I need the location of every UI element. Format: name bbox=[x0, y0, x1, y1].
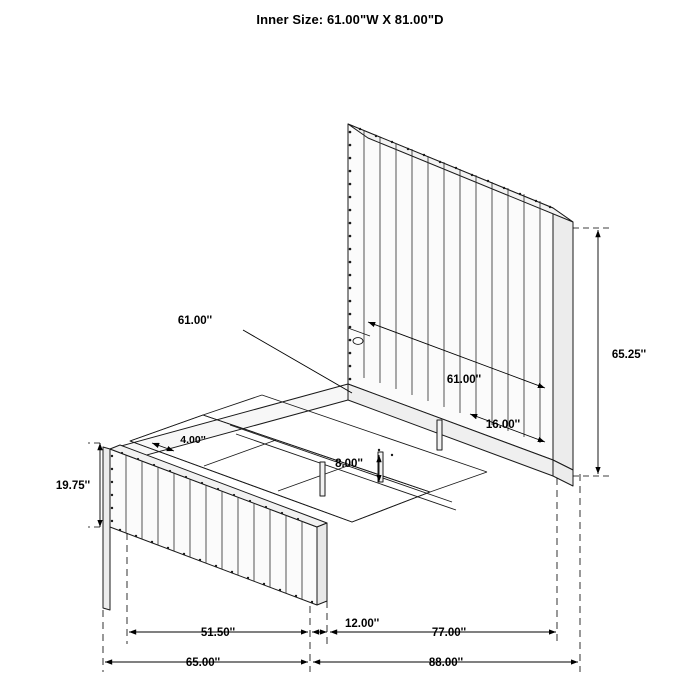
dim-slat-clearance: 8.00'' bbox=[335, 458, 363, 470]
dim-footboard-depth: 12.00'' bbox=[345, 618, 380, 630]
dim-headboard-inner-width: 61.00'' bbox=[446, 374, 482, 386]
dim-rail-to-slat-height: 16.00'' bbox=[485, 419, 521, 431]
dim-footboard-outer-width: 65.00'' bbox=[185, 657, 221, 669]
page-title: Inner Size: 61.00"W X 81.00"D bbox=[256, 12, 444, 27]
bed-drawing bbox=[103, 124, 573, 610]
dim-overall-depth: 88.00'' bbox=[428, 657, 464, 669]
headboard-panel bbox=[348, 124, 573, 470]
dim-inner-width-callout: 61.00'' bbox=[177, 315, 213, 327]
dim-side-length: 77.00'' bbox=[431, 627, 467, 639]
dim-side-rail-width: 4.00'' bbox=[180, 434, 206, 446]
dim-footboard-inner-width: 51.50'' bbox=[200, 627, 236, 639]
dim-headboard-height: 65.25'' bbox=[611, 349, 647, 361]
footboard-panel bbox=[103, 445, 327, 610]
dim-footboard-height: 19.75'' bbox=[55, 480, 91, 492]
